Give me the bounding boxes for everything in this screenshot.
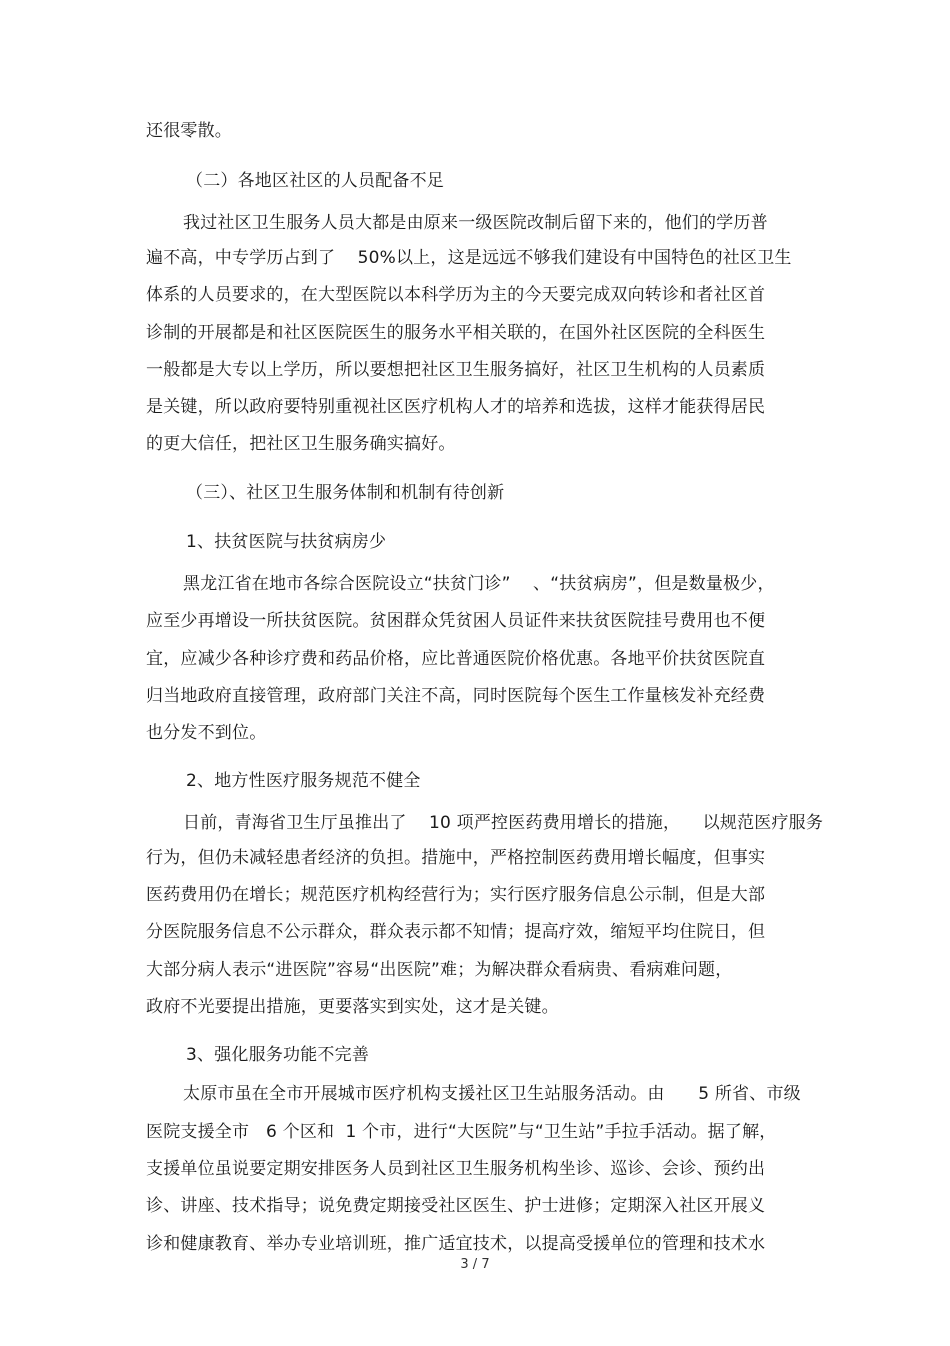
text-line: 也分发不到位。 [146, 723, 267, 743]
text-line: 我过社区卫生服务人员大都是由原来一级医院改制后留下来的，他们的学历普 [183, 213, 768, 233]
text-line: 黑龙江省在地市各综合医院设立“扶贫门诊” 、“扶贫病房”，但是数量极少， [183, 574, 775, 594]
text-line: 一般都是大专以上学历，所以要想把社区卫生服务搞好，社区卫生机构的人员素质 [146, 360, 766, 380]
text-line: 诊、讲座、技术指导；说免费定期接受社区医生、护士进修；定期深入社区开展义 [146, 1196, 766, 1216]
subsection-heading: 3、强化服务功能不完善 [186, 1045, 370, 1065]
text-line: 医院支援全市 6 个区和 1 个市，进行“大医院”与“卫生站”手拉手活动。据了解， [146, 1122, 777, 1142]
section-heading: （三）、社区卫生服务体制和机制有待创新 [186, 483, 505, 503]
text-line: 分医院服务信息不公示群众，群众表示都不知情；提高疗效，缩短平均住院日，但 [146, 922, 766, 942]
text-line: 太原市虽在全市开展城市医疗机构支援社区卫生站服务活动。由 5 所省、市级 [183, 1084, 801, 1104]
text-line: 日前，青海省卫生厅虽推出了 10 项严控医药费用增长的措施， 以规范医疗服务 [183, 813, 824, 833]
section-heading: （二）各地区社区的人员配备不足 [186, 171, 444, 191]
text-line: 归当地政府直接管理，政府部门关注不高，同时医院每个医生工作量核发补充经费 [146, 686, 766, 706]
page-number: 3 / 7 [460, 1257, 490, 1272]
text-line: 诊和健康教育、举办专业培训班，推广适宜技术，以提高受援单位的管理和技术水 [146, 1234, 766, 1254]
subsection-heading: 1、扶贫医院与扶贫病房少 [186, 532, 387, 552]
text-line: 体系的人员要求的，在大型医院以本科学历为主的今天要完成双向转诊和者社区首 [146, 285, 766, 305]
text-line: 宜，应减少各种诊疗费和药品价格，应比普通医院价格优惠。各地平价扶贫医院直 [146, 649, 766, 669]
text-line: 诊制的开展都是和社区医院医生的服务水平相关联的，在国外社区医院的全科医生 [146, 323, 766, 343]
text-line: 还很零散。 [146, 121, 232, 141]
text-line: 医药费用仍在增长；规范医疗机构经营行为；实行医疗服务信息公示制，但是大部 [146, 885, 766, 905]
text-line: 大部分病人表示“进医院”容易“出医院”难；为解决群众看病贵、看病难问题， [146, 960, 733, 980]
text-line: 行为，但仍未减轻患者经济的负担。措施中，严格控制医药费用增长幅度，但事实 [146, 848, 766, 868]
text-line: 支援单位虽说要定期安排医务人员到社区卫生服务机构坐诊、巡诊、会诊、预约出 [146, 1159, 766, 1179]
subsection-heading: 2、地方性医疗服务规范不健全 [186, 771, 421, 791]
text-line: 应至少再增设一所扶贫医院。贫困群众凭贫困人员证件来扶贫医院挂号费用也不便 [146, 611, 766, 631]
text-line: 的更大信任，把社区卫生服务确实搞好。 [146, 434, 456, 454]
text-line: 是关键，所以政府要特别重视社区医疗机构人才的培养和选拔，这样才能获得居民 [146, 397, 766, 417]
text-line: 遍不高，中专学历占到了 50%以上，这是远远不够我们建设有中国特色的社区卫生 [146, 248, 792, 268]
text-line: 政府不光要提出措施，更要落实到实处，这才是关键。 [146, 997, 559, 1017]
